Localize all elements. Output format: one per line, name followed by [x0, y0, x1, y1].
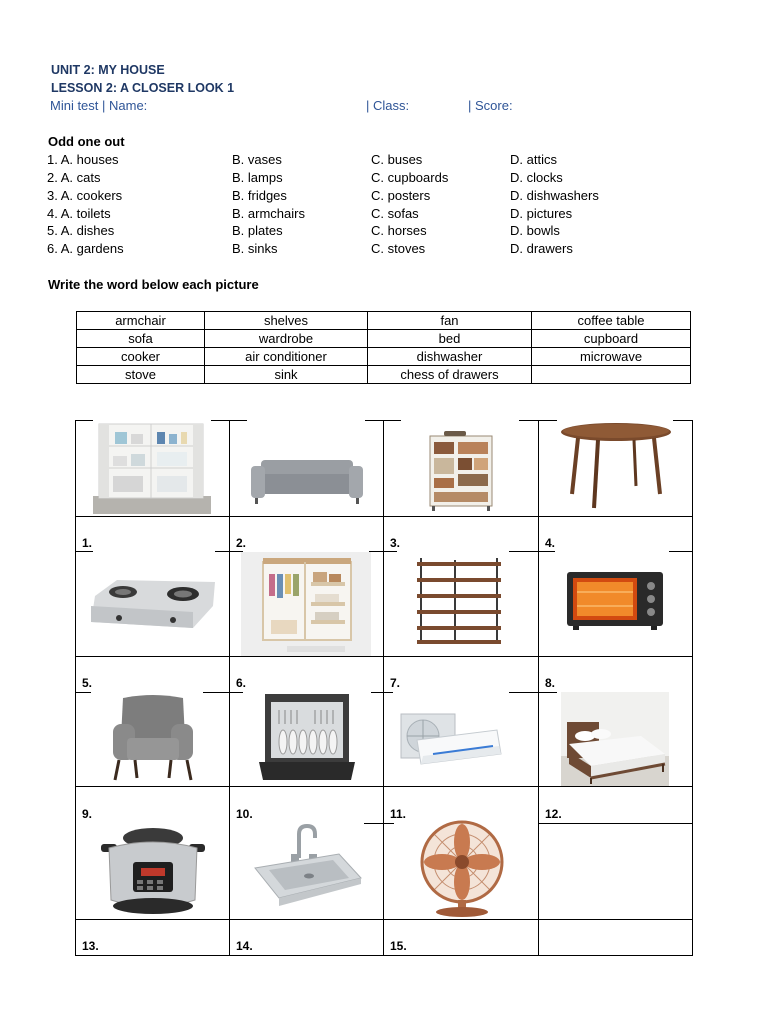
question-option: 1. A. houses [47, 152, 119, 167]
lesson-title: LESSON 2: A CLOSER LOOK 1 [51, 81, 235, 95]
question-option: D. bowls [510, 223, 560, 238]
cupboard-picture [93, 422, 211, 514]
word-bank-table [76, 311, 691, 384]
word-cell: fan [368, 312, 532, 330]
picture-number: 6. [236, 676, 247, 690]
picture-number: 3. [390, 536, 401, 550]
sink-picture [253, 824, 363, 916]
word-cell: wardrobe [205, 330, 368, 348]
word-cell: air conditioner [205, 348, 368, 366]
coffee-table-picture [558, 422, 674, 512]
name-label: Mini test | Name: [50, 98, 148, 113]
picture-number: 1. [82, 536, 93, 550]
question-option: B. sinks [232, 241, 278, 256]
word-cell: bed [368, 330, 532, 348]
picture-number: 2. [236, 536, 247, 550]
word-cell: chess of drawers [368, 366, 532, 384]
question-option: B. vases [232, 152, 282, 167]
microwave-picture [565, 570, 665, 632]
question-option: 3. A. cookers [47, 188, 123, 203]
dishwasher-picture [259, 694, 355, 784]
question-option: D. dishwashers [510, 188, 599, 203]
write-word-title: Write the word below each picture [48, 277, 259, 292]
word-cell: sink [205, 366, 368, 384]
question-option: B. plates [232, 223, 283, 238]
stove-picture [89, 572, 217, 632]
word-cell: sofa [77, 330, 205, 348]
picture-number: 13. [82, 939, 99, 953]
picture-grid [75, 420, 693, 956]
cooker-picture [97, 826, 207, 918]
picture-number: 10. [236, 807, 253, 821]
picture-number: 8. [545, 676, 556, 690]
picture-number: 11. [390, 807, 407, 821]
armchair-picture [105, 694, 201, 784]
word-cell: cupboard [532, 330, 691, 348]
question-option: D. attics [510, 152, 557, 167]
question-option: C. stoves [371, 241, 426, 256]
picture-number: 14. [236, 939, 253, 953]
question-option: C. cupboards [371, 170, 449, 185]
word-cell: cooker [77, 348, 205, 366]
question-option: 6. A. gardens [47, 241, 124, 256]
wardrobe-picture [241, 552, 371, 656]
picture-number: 9. [82, 807, 93, 821]
word-cell: shelves [205, 312, 368, 330]
question-option: D. pictures [510, 206, 573, 221]
question-option: B. armchairs [232, 206, 305, 221]
picture-number: 15. [390, 939, 407, 953]
table-row [77, 330, 691, 348]
word-cell: microwave [532, 348, 691, 366]
question-option: 4. A. toilets [47, 206, 111, 221]
picture-number: 7. [390, 676, 401, 690]
word-cell: coffee table [532, 312, 691, 330]
table-row [77, 312, 691, 330]
class-label: | Class: [366, 98, 410, 113]
question-option: B. fridges [232, 188, 287, 203]
unit-title: UNIT 2: MY HOUSE [51, 63, 165, 77]
word-cell [532, 366, 691, 384]
question-option: D. drawers [510, 241, 573, 256]
picture-number: 12. [545, 807, 562, 821]
word-cell: dishwasher [368, 348, 532, 366]
odd-one-out-title: Odd one out [48, 134, 125, 149]
question-option: C. sofas [371, 206, 419, 221]
fan-picture [407, 820, 517, 918]
shelves-picture [415, 556, 503, 646]
chest-of-drawers-picture [428, 430, 494, 512]
question-option: C. horses [371, 223, 427, 238]
air-conditioner-picture [393, 704, 505, 780]
word-cell: stove [77, 366, 205, 384]
picture-number: 5. [82, 676, 93, 690]
table-row [77, 366, 691, 384]
question-option: B. lamps [232, 170, 283, 185]
picture-number: 4. [545, 536, 556, 550]
question-option: 5. A. dishes [47, 223, 115, 238]
table-row [77, 348, 691, 366]
question-option: 2. A. cats [47, 170, 101, 185]
bed-picture [561, 692, 669, 786]
question-option: D. clocks [510, 170, 563, 185]
word-cell: armchair [77, 312, 205, 330]
question-option: C. buses [371, 152, 423, 167]
question-option: C. posters [371, 188, 431, 203]
sofa-picture [249, 456, 365, 506]
score-label: | Score: [468, 98, 513, 113]
